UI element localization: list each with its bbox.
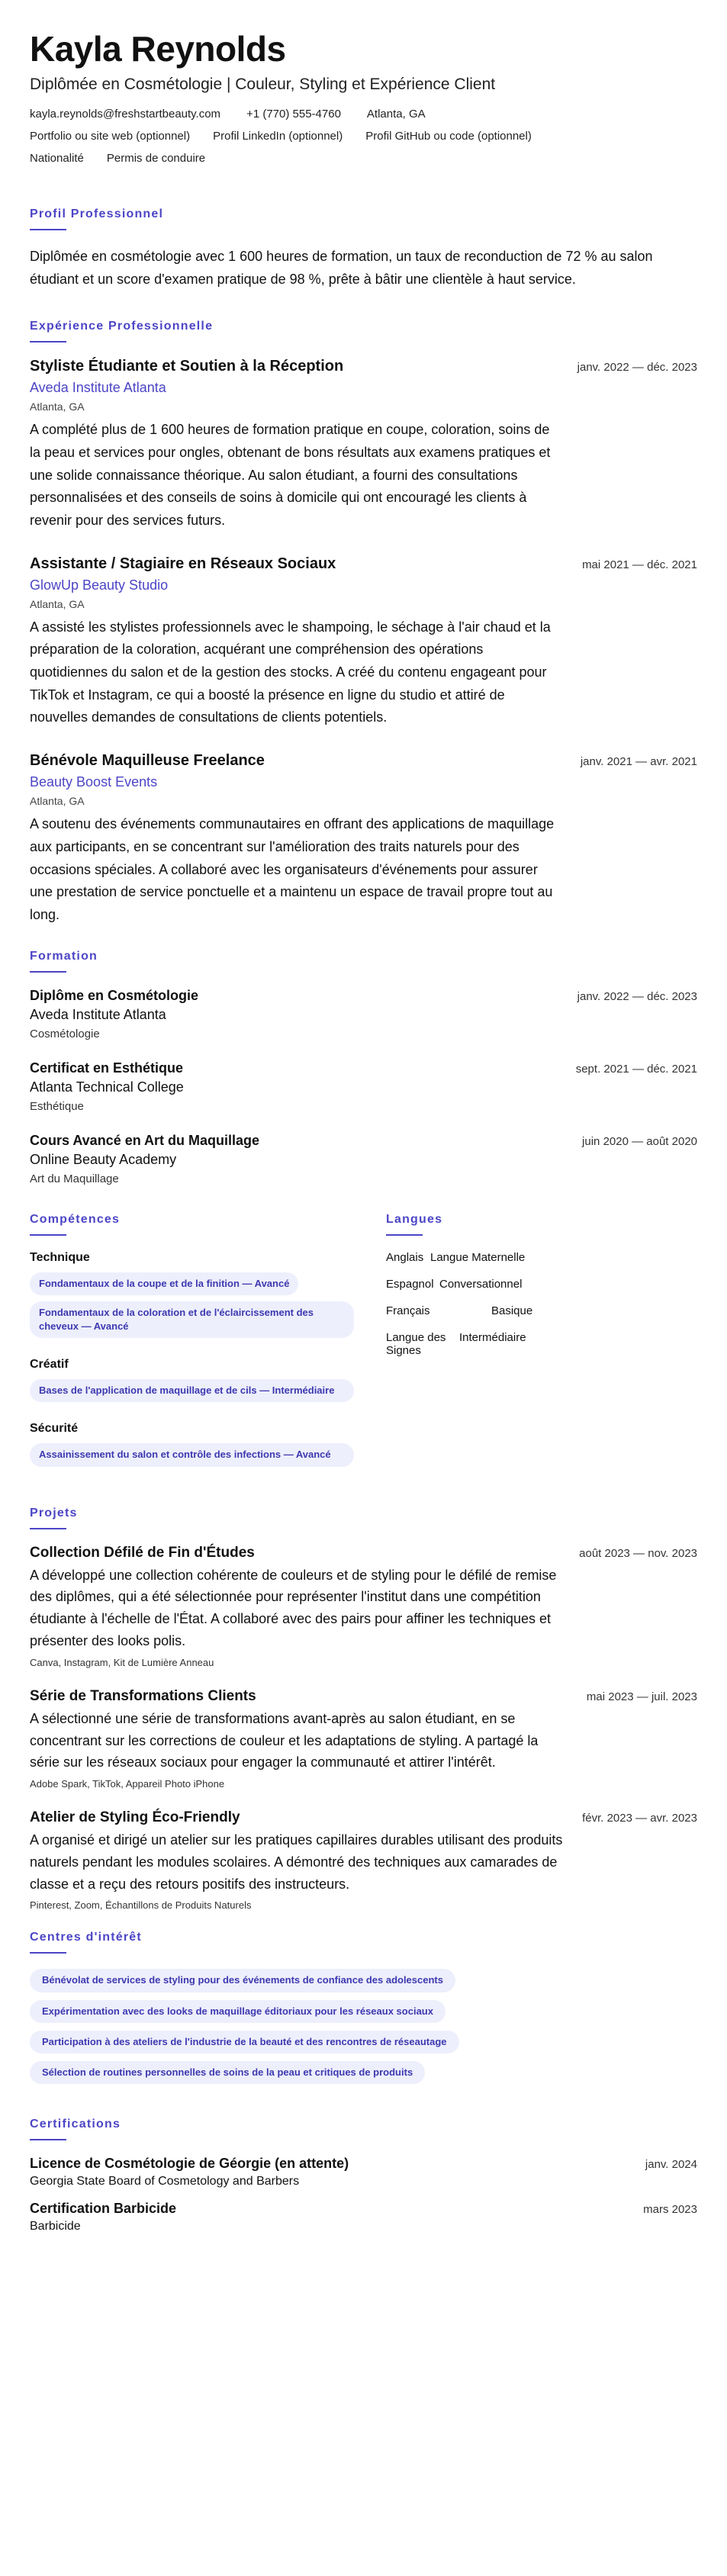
candidate-name: Kayla Reynolds	[30, 29, 286, 69]
skill-group	[30, 1251, 354, 1345]
project-item	[30, 1545, 697, 1668]
section-title: Expérience Professionnelle	[30, 320, 214, 333]
section-title: Projets	[30, 1506, 78, 1520]
project-dates: mai 2023 — juil. 2023	[586, 1690, 697, 1703]
certification-date: mars 2023	[643, 2203, 697, 2217]
section-divider	[386, 1234, 423, 1236]
github-link[interactable]: Profil GitHub ou code (optionnel)	[365, 129, 532, 143]
project-description: A organisé et dirigé un atelier sur les pratiques capillaires durables utilisant des produits naturels pendant les modules scolaires. A démontré des techniques aux camarades de classe et a reçu des retours positifs des instructeurs.	[30, 1832, 563, 1892]
project-description: A sélectionné une série de transformations avant-après au salon étudiant, en se concentrant sur les corrections de couleur et les adaptations de styling. A partagé la série sur les réseaux sociaux pour engager la communauté et attirer l'intérêt.	[30, 1710, 539, 1770]
project-dates: août 2023 — nov. 2023	[579, 1546, 697, 1560]
section-title: Certifications	[30, 2118, 121, 2131]
education-item	[30, 1133, 697, 1185]
job-location: Atlanta, GA	[30, 597, 85, 610]
interest-pill: Sélection de routines personnelles de soins de la peau et critiques de produits	[30, 2061, 425, 2084]
project-description: A développé une collection cohérente de couleurs et de styling pour le défilé de remise des diplômes, qui a été sélectionnée pour représenter l'institut dans une compétition étudiante à l'échelle de l'État. A collaboré avec des pairs pour affiner les techniques et présenter des looks polis.	[30, 1567, 557, 1648]
section-divider	[30, 1952, 66, 1954]
skills-section	[30, 1213, 354, 1487]
experience-item	[30, 555, 697, 729]
field-of-study: Art du Maquillage	[30, 1172, 119, 1185]
certification-item	[30, 2201, 697, 2233]
section-divider	[30, 1234, 66, 1236]
nationality: Nationalité	[30, 151, 84, 165]
school-name: Online Beauty Academy	[30, 1151, 177, 1167]
languages-section	[386, 1213, 697, 1487]
phone[interactable]: +1 (770) 555-4760	[246, 107, 341, 121]
section-title: Formation	[30, 949, 98, 963]
project-title: Série de Transformations Clients	[30, 1687, 256, 1704]
company-name: Beauty Boost Events	[30, 774, 158, 790]
language-item	[386, 1251, 549, 1264]
language-item	[386, 1304, 549, 1317]
projects-section	[30, 1507, 697, 1912]
skill-group-title: Technique	[30, 1250, 90, 1264]
project-tools: Canva, Instagram, Kit de Lumière Anneau	[30, 1656, 214, 1668]
skill-group-title: Sécurité	[30, 1422, 79, 1436]
education-dates: sept. 2021 — déc. 2021	[575, 1062, 697, 1076]
job-title: Styliste Étudiante et Soutien à la Réception	[30, 358, 344, 375]
section-divider	[30, 341, 66, 343]
skill-pill: Bases de l'application de maquillage et de cils — Intermédiaire	[30, 1379, 354, 1402]
interest-list	[30, 1969, 697, 2092]
education-item	[30, 988, 697, 1040]
interests-section	[30, 1931, 697, 2092]
project-title: Atelier de Styling Éco-Friendly	[30, 1809, 240, 1826]
company-name: Aveda Institute Atlanta	[30, 380, 166, 396]
section-title: Centres d'intérêt	[30, 1931, 142, 1944]
section-divider	[30, 2139, 66, 2140]
interest-pill: Participation à des ateliers de l'industrie de la beauté et des rencontres de réseautage	[30, 2031, 459, 2053]
field-of-study: Esthétique	[30, 1099, 84, 1113]
language-level: Intermédiaire	[459, 1330, 526, 1344]
education-dates: juin 2020 — août 2020	[582, 1134, 697, 1148]
language-list	[386, 1251, 697, 1371]
links-row	[30, 130, 697, 152]
project-tools: Adobe Spark, TikTok, Appareil Photo iPhone	[30, 1778, 225, 1790]
project-item	[30, 1809, 697, 1911]
job-description: A complété plus de 1 600 heures de formation pratique en coupe, coloration, soins de la peau et services pour ongles, obtenant de bons résultats aux examens pratiques et une solide connaissance théorique. Au salon étudiant, a fourni des consultations personnalisées et des conseils de soins à domicile qui ont encouragé les clients à revenir pour des services futurs.	[30, 422, 551, 529]
certification-title: Licence de Cosmétologie de Géorgie (en attente)	[30, 2156, 349, 2172]
extras-row	[30, 152, 697, 174]
project-item	[30, 1688, 697, 1790]
job-dates: janv. 2022 — déc. 2023	[577, 361, 697, 375]
education-item	[30, 1060, 697, 1113]
experience-item	[30, 358, 697, 532]
certification-date: janv. 2024	[645, 2158, 697, 2172]
section-title: Profil Professionnel	[30, 207, 164, 220]
language-name: Espagnol	[386, 1277, 434, 1291]
certification-issuer: Georgia State Board of Cosmetology and Barbers	[30, 2175, 300, 2188]
job-title: Assistante / Stagiaire en Réseaux Sociaux	[30, 555, 336, 572]
certification-title: Certification Barbicide	[30, 2201, 177, 2217]
job-dates: janv. 2021 — avr. 2021	[580, 755, 697, 769]
summary-section	[30, 207, 697, 291]
language-name: Langue des Signes	[386, 1330, 446, 1357]
interest-pill: Bénévolat de services de styling pour des événements de confiance des adolescents	[30, 1969, 455, 1992]
portfolio-link[interactable]: Portfolio ou site web (optionnel)	[30, 129, 191, 143]
section-title: Langues	[386, 1212, 443, 1226]
language-level: Conversationnel	[439, 1277, 523, 1291]
linkedin-link[interactable]: Profil LinkedIn (optionnel)	[213, 129, 343, 143]
language-name: Anglais	[386, 1250, 424, 1264]
job-location: Atlanta, GA	[30, 400, 85, 413]
job-title: Bénévole Maquilleuse Freelance	[30, 752, 265, 770]
skills-languages-row	[30, 1213, 697, 1487]
school-name: Aveda Institute Atlanta	[30, 1006, 166, 1022]
skill-pill: Fondamentaux de la coupe et de la finition — Avancé	[30, 1272, 298, 1295]
skill-group	[30, 1422, 354, 1472]
section-divider	[30, 1528, 66, 1529]
skill-pill: Fondamentaux de la coloration et de l'éclaircissement des cheveux — Avancé	[30, 1301, 354, 1338]
experience-item	[30, 752, 697, 926]
headline: Diplômée en Cosmétologie | Couleur, Styling et Expérience Client	[30, 75, 496, 93]
job-description: A soutenu des événements communautaires en offrant des applications de maquillage aux participants, en se concentrant sur l'amélioration des traits naturels pour des occasions spéciales. A collaboré avec les organisateurs d'événements pour assurer une prestation de service ponctuelle et a maintenu un espace de travail propre tout au long.	[30, 816, 555, 922]
language-level: Langue Maternelle	[430, 1250, 526, 1264]
company-name: GlowUp Beauty Studio	[30, 577, 169, 593]
job-dates: mai 2021 — déc. 2021	[582, 558, 697, 571]
project-dates: févr. 2023 — avr. 2023	[582, 1812, 697, 1825]
education-section	[30, 950, 697, 1185]
certification-item	[30, 2156, 697, 2188]
section-divider	[30, 229, 66, 230]
interest-pill: Expérimentation avec des looks de maquillage éditoriaux pour les réseaux sociaux	[30, 2000, 446, 2023]
language-item	[386, 1278, 539, 1291]
project-title: Collection Défilé de Fin d'Études	[30, 1544, 255, 1561]
email[interactable]: kayla.reynolds@freshstartbeauty.com	[30, 107, 221, 121]
degree-title: Diplôme en Cosmétologie	[30, 987, 199, 1003]
degree-title: Cours Avancé en Art du Maquillage	[30, 1132, 260, 1148]
skill-group-title: Créatif	[30, 1358, 69, 1372]
skill-group	[30, 1358, 354, 1408]
driving-license: Permis de conduire	[106, 151, 206, 165]
language-name: Français	[386, 1304, 430, 1317]
language-level: Basique	[491, 1304, 533, 1317]
contact-info	[30, 108, 697, 130]
experience-section	[30, 320, 697, 926]
job-location: Atlanta, GA	[30, 795, 85, 808]
summary-text: Diplômée en cosmétologie avec 1 600 heures de formation, un taux de reconduction de 72 % au salon étudiant et un score d'examen pratique de 98 %, prête à bâtir une clientèle à haut service.	[30, 248, 653, 287]
job-description: A assisté les stylistes professionnels avec le shampoing, le séchage à l'air chaud et la préparation de la coloration, acquérant une compréhension des opérations quotidiennes du salon et de la gestion des stocks. A créé du contenu engageant pour TikTok et Instagram, ce qui a boosté la présence en ligne du studio et attiré de nouvelles demandes de consultations de clients potentiels.	[30, 619, 551, 725]
skill-pill: Assainissement du salon et contrôle des infections — Avancé	[30, 1443, 354, 1466]
language-item	[386, 1331, 539, 1357]
project-tools: Pinterest, Zoom, Échantillons de Produits Naturels	[30, 1899, 252, 1912]
certifications-section	[30, 2118, 697, 2233]
certification-issuer: Barbicide	[30, 2220, 81, 2233]
field-of-study: Cosmétologie	[30, 1027, 100, 1040]
school-name: Atlanta Technical College	[30, 1079, 184, 1095]
section-title: Compétences	[30, 1212, 121, 1226]
section-divider	[30, 971, 66, 973]
location: Atlanta, GA	[366, 107, 426, 121]
degree-title: Certificat en Esthétique	[30, 1060, 184, 1076]
education-dates: janv. 2022 — déc. 2023	[577, 989, 697, 1003]
